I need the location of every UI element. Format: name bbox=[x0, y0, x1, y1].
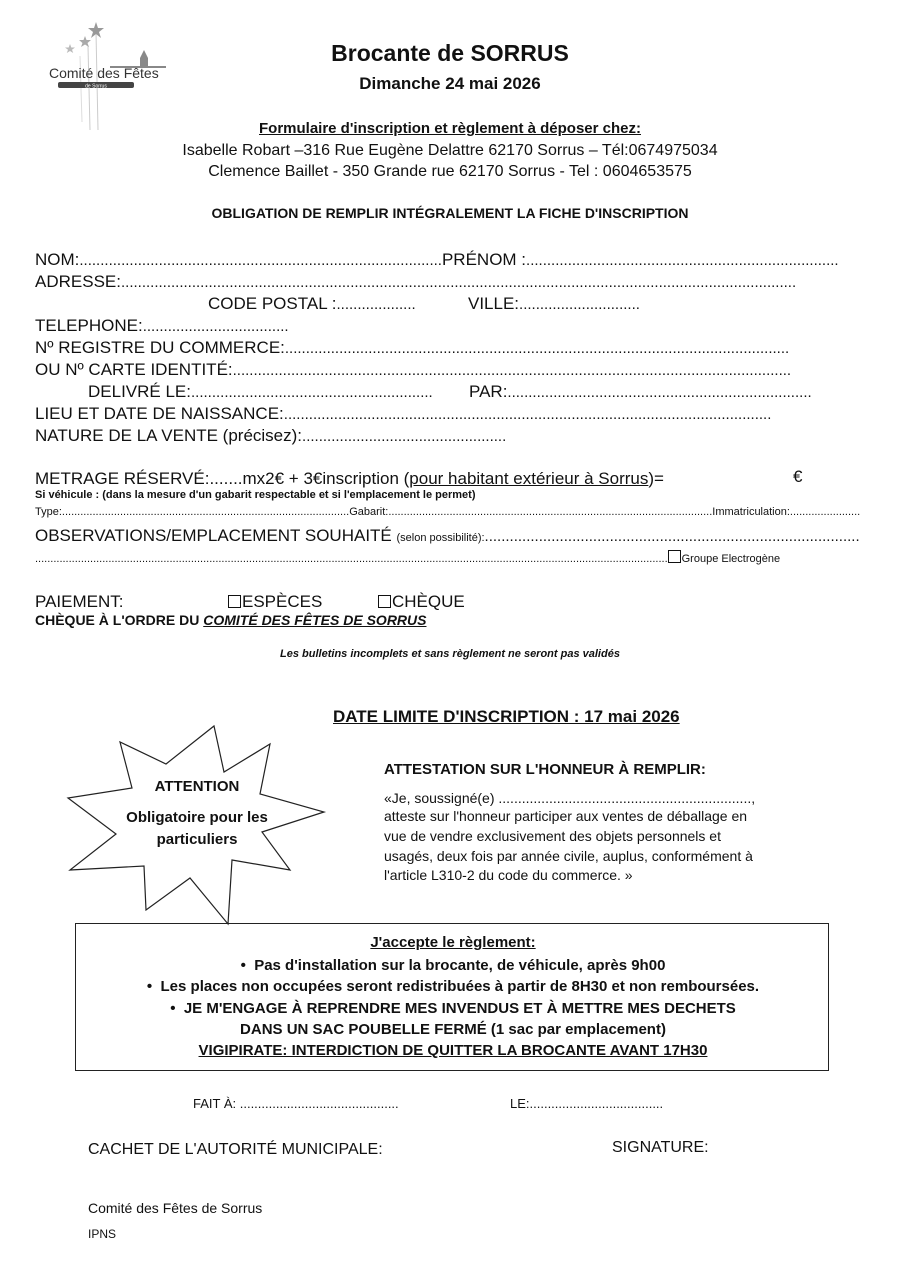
attention-title: ATTENTION bbox=[154, 778, 240, 795]
euro-symbol: € bbox=[793, 467, 803, 486]
delivre-le-field[interactable]: DELIVRÉ LE:.......................................................... bbox=[88, 382, 433, 401]
cheque-checkbox[interactable] bbox=[378, 595, 391, 608]
vigipirate-notice: VIGIPIRATE: INTERDICTION DE QUITTER LA BROCANTE AVANT 17H30 bbox=[198, 1042, 708, 1059]
telephone-field[interactable]: TELEPHONE:................................... bbox=[35, 316, 289, 335]
nom-field[interactable]: NOM:.......................................................................................PRÉNOM :........................................................................... bbox=[35, 250, 839, 269]
vehicule-note: Si véhicule : (dans la mesure d'un gabarit respectable et si l'emplacement le permet) bbox=[35, 489, 476, 501]
registre-commerce-field[interactable]: Nº REGISTRE DU COMMERCE:......................................................................................................................... bbox=[35, 338, 790, 357]
svg-text:de Sorrus: de Sorrus bbox=[85, 83, 107, 90]
cheque-option[interactable]: CHÈQUE bbox=[378, 592, 465, 612]
event-date: Dimanche 24 mai 2026 bbox=[359, 74, 541, 93]
attestation-line-5: l'article L310-2 du code du commerce. » bbox=[384, 867, 633, 883]
attestation-line-1[interactable]: «Je, soussigné(e) ................................................................., bbox=[384, 790, 756, 806]
page-title: Brocante de SORRUS bbox=[331, 40, 569, 66]
rule-1: • Pas d'installation sur la brocante, de véhicule, après 9h00 bbox=[240, 957, 666, 974]
adresse-field[interactable]: ADRESSE:.................................................................................................................................................................. bbox=[35, 272, 797, 291]
attention-line-2: particuliers bbox=[156, 831, 238, 848]
cachet-label: CACHET DE L'AUTORITÉ MUNICIPALE: bbox=[88, 1141, 383, 1158]
attention-starburst bbox=[62, 720, 332, 930]
carte-identite-field[interactable]: OU Nº CARTE IDENTITÉ:...................................................................................................................................... bbox=[35, 360, 792, 379]
cheque-order: CHÈQUE À L'ORDRE DU COMITÉ DES FÊTES DE SORRUS bbox=[35, 612, 427, 628]
paiement-label: PAIEMENT: bbox=[35, 592, 124, 611]
especes-checkbox[interactable] bbox=[228, 595, 241, 608]
par-field[interactable]: PAR:......................................................................... bbox=[469, 382, 812, 401]
cheque-payee: COMITÉ DES FÊTES DE SORRUS bbox=[203, 612, 427, 628]
le-field[interactable]: LE:..................................... bbox=[510, 1096, 664, 1111]
rule-2: • Les places non occupées seront redistribuées à partir de 8H30 et non remboursées. bbox=[146, 978, 760, 995]
code-postal-field[interactable]: CODE POSTAL :................... bbox=[208, 294, 416, 313]
rule-3: • JE M'ENGAGE À REPRENDRE MES INVENDUS ET À METTRE MES DECHETS bbox=[170, 1000, 736, 1017]
obligation-notice: OBLIGATION DE REMPLIR INTÉGRALEMENT LA FICHE D'INSCRIPTION bbox=[211, 205, 689, 221]
immatriculation-label: Immatriculation: bbox=[712, 506, 790, 518]
groupe-electrogene-checkbox[interactable] bbox=[668, 550, 681, 563]
metrage-field[interactable]: METRAGE RÉSERVÉ:.......mx2€ + 3€inscription (pour habitant extérieur à Sorrus)= bbox=[35, 469, 664, 488]
vehicule-fields[interactable]: Type:..............................................................................................Gabarit:..........................................................................................................Immatriculation:....................... bbox=[35, 506, 861, 518]
attestation-title: ATTESTATION SUR L'HONNEUR À REMPLIR: bbox=[384, 761, 706, 778]
contact-robart: Isabelle Robart –316 Rue Eugène Delattre 62170 Sorrus – Tél:0674975034 bbox=[182, 142, 718, 159]
especes-option[interactable]: ESPÈCES bbox=[228, 592, 322, 612]
attestation-line-2: atteste sur l'honneur participer aux ventes de déballage en bbox=[384, 808, 748, 824]
rules-title: J'accepte le règlement: bbox=[370, 934, 536, 951]
svg-text:Comité des Fêtes: Comité des Fêtes bbox=[49, 65, 159, 81]
deadline: DATE LIMITE D'INSCRIPTION : 17 mai 2026 bbox=[333, 707, 680, 726]
ipns: IPNS bbox=[88, 1227, 117, 1241]
attestation-line-3: vue de vendre exclusivement des objets personnels et bbox=[384, 828, 721, 844]
gabarit-label: Gabarit: bbox=[349, 506, 389, 518]
fait-a-field[interactable]: FAIT À: ............................................ bbox=[193, 1096, 399, 1111]
observations-field[interactable]: OBSERVATIONS/EMPLACEMENT SOUHAITÉ (selon possibilité):.......................................................................................... bbox=[35, 526, 860, 545]
attestation-line-4: usagés, deux fois par année civile, auplus, conformément à bbox=[384, 848, 753, 864]
attention-line-1: Obligatoire pour les bbox=[126, 809, 268, 826]
lieu-naissance-field[interactable]: LIEU ET DATE DE NAISSANCE:..................................................................................................................... bbox=[35, 404, 772, 423]
organisation-name: Comité des Fêtes de Sorrus bbox=[88, 1200, 263, 1216]
rule-3-continued: DANS UN SAC POUBELLE FERMÉ (1 sac par emplacement) bbox=[240, 1021, 666, 1038]
ville-field[interactable]: VILLE:............................. bbox=[468, 294, 640, 313]
nature-vente-field[interactable]: NATURE DE LA VENTE (précisez):................................................. bbox=[35, 426, 507, 445]
contact-baillet: Clemence Baillet - 350 Grande rue 62170 Sorrus - Tel : 0604653575 bbox=[208, 163, 692, 180]
registration-heading: Formulaire d'inscription et règlement à déposer chez: bbox=[259, 120, 641, 137]
signature-label: SIGNATURE: bbox=[612, 1139, 709, 1156]
rules-box bbox=[75, 923, 829, 1071]
incomplete-note: Les bulletins incomplets et sans règlement ne seront pas validés bbox=[280, 648, 620, 660]
observations-continued[interactable]: ............................................................................................................................................................................................................... Groupe Electrogène bbox=[35, 550, 780, 565]
prenom-label: PRÉNOM : bbox=[441, 250, 527, 269]
